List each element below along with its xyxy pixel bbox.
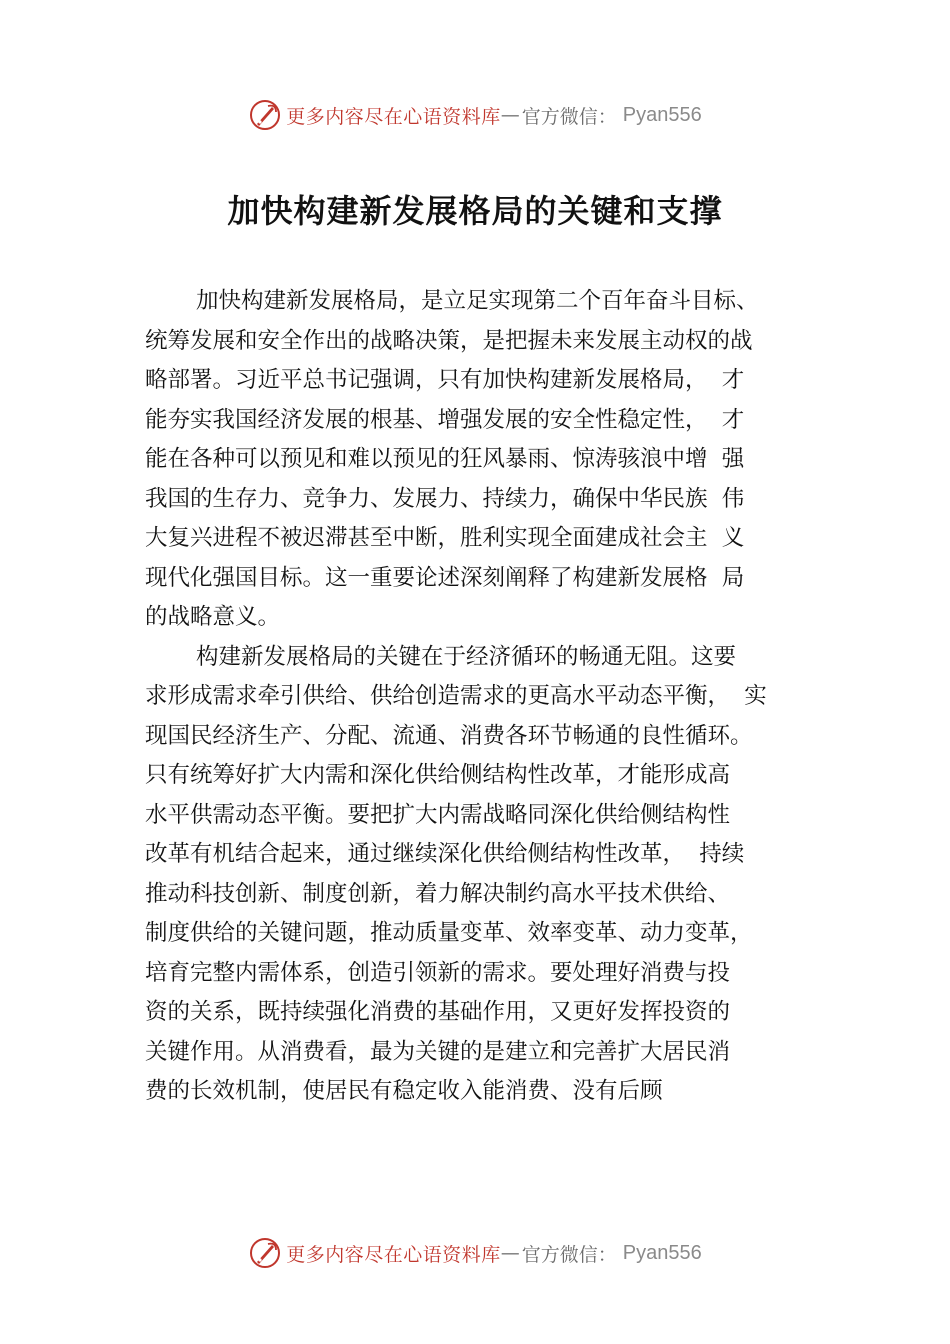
body-line: 培育完整内需体系，创造引领新的需求。要处理好消费与投 (145, 959, 731, 986)
body-line: 水平供需动态平衡。要把扩大内需战略同深化供给侧结构性 (145, 801, 731, 828)
quill-pen-logo-icon (248, 98, 282, 132)
banner-text: 更多内容尽在心语资料库 (286, 1243, 501, 1266)
body-line: 资的关系，既持续强化消费的基础作用，又更好发挥投资的 (145, 999, 731, 1025)
header-banner (0, 93, 950, 137)
body-line: 统筹发展和安全作出的战略决策，是把握未来发展主动权的战 (145, 327, 753, 354)
body-line: 关键作用。从消费看，最为关键的是建立和完善扩大居民消 (145, 1038, 731, 1065)
body-line: 我国的生存力、竞争力、发展力、持续力，确保中华民族 伟 (145, 485, 745, 512)
banner-separator: — (500, 104, 520, 126)
body-line: 推动科技创新、制度创新，着力解决制约高水平技术供给、 (145, 880, 731, 907)
banner-wechat-id: Pyan556 (622, 103, 702, 126)
body-line: 现代化强国目标。这一重要论述深刻阐释了构建新发展格 局 (145, 564, 745, 591)
body-line: 费的长效机制，使居民有稳定收入能消费、没有后顾 (145, 1078, 663, 1104)
quill-pen-logo-icon (248, 1236, 282, 1270)
body-line: 求形成需求牵引供给、供给创造需求的更高水平动态平衡， 实 (145, 683, 767, 709)
banner-label: 官方微信： (521, 105, 617, 128)
document-title: 加快构建新发展格局的关键和支撑 (227, 192, 723, 230)
body-line: 略部署。习近平总书记强调，只有加快构建新发展格局， 才 (145, 367, 745, 393)
body-line: 能在各种可以预见和难以预见的狂风暴雨、惊涛骇浪中增 强 (145, 446, 745, 472)
body-line: 构建新发展格局的关键在于经济循环的畅通无阻。这要 (196, 643, 737, 670)
body-line: 大复兴进程不被迟滞甚至中断，胜利实现全面建成社会主 义 (145, 525, 745, 551)
body-line: 改革有机结合起来，通过继续深化供给侧结构性改革， 持续 (145, 841, 745, 867)
banner-separator: — (500, 1242, 520, 1264)
body-line: 能夯实我国经济发展的根基、增强发展的安全性稳定性， 才 (145, 406, 745, 433)
body-line: 加快构建新发展格局，是立足实现第二个百年奋斗目标、 (196, 288, 759, 314)
document-body (145, 282, 845, 1112)
footer-banner (0, 1231, 950, 1275)
body-line: 现国民经济生产、分配、流通、消费各环节畅通的良性循环。 (145, 722, 753, 749)
banner-label: 官方微信： (521, 1243, 617, 1266)
body-line: 的战略意义。 (145, 604, 281, 630)
banner-text: 更多内容尽在心语资料库 (286, 105, 501, 128)
banner-wechat-id: Pyan556 (622, 1241, 702, 1264)
body-line: 制度供给的关键问题，推动质量变革、效率变革、动力变革， (145, 920, 753, 946)
body-line: 只有统筹好扩大内需和深化供给侧结构性改革，才能形成高 (145, 762, 731, 788)
